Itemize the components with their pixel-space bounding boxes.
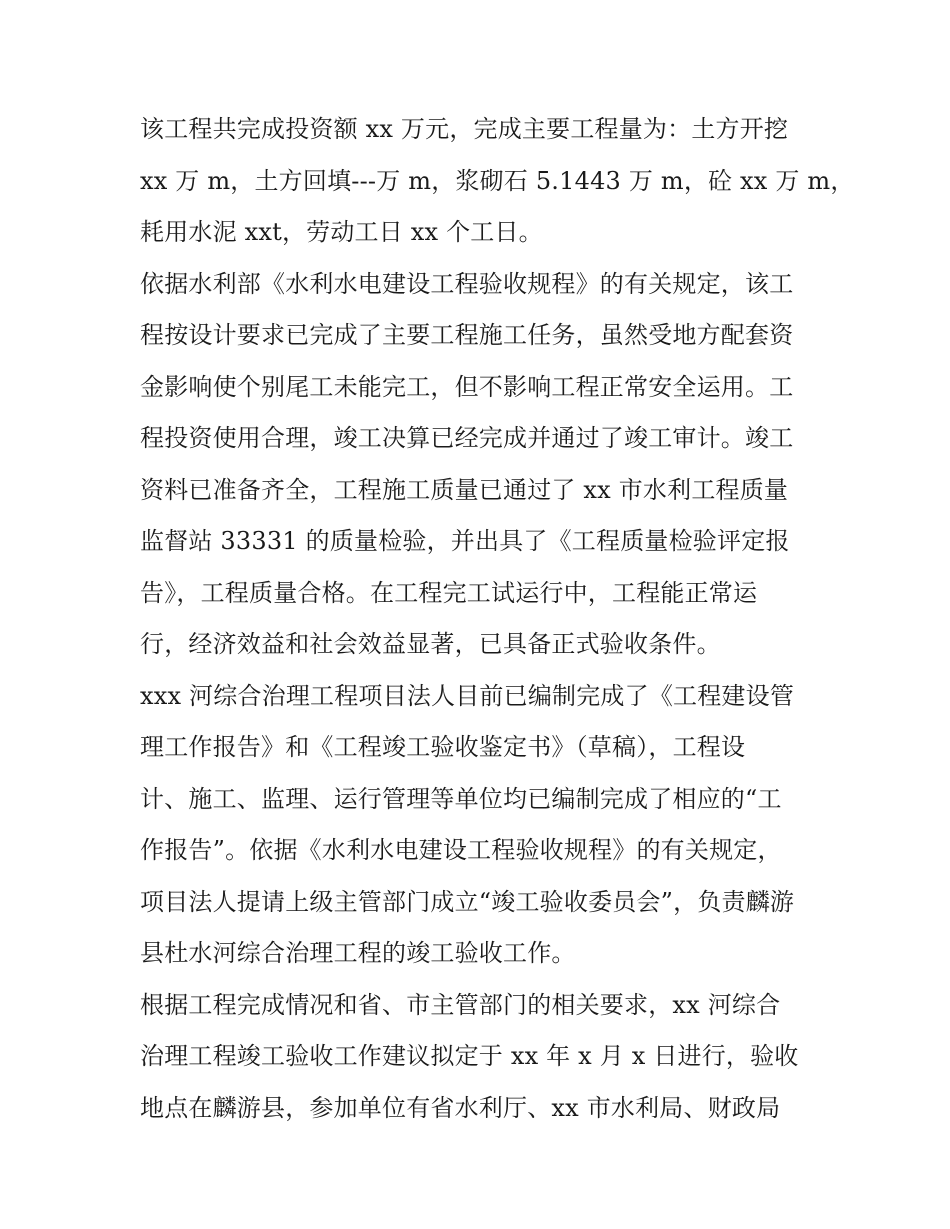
text-line: xx 万 m，土方回填---万 m，浆砌石 5.1443 万 m，砼 xx 万 m， xyxy=(140,166,855,195)
text-line: 地点在麟游县，参加单位有省水利厅、xx 市水利局、财政局 xyxy=(140,1093,781,1122)
text-line: 理工作报告》和《工程竣工验收鉴定书》（草稿），工程设 xyxy=(140,733,746,761)
paragraph-investment-summary xyxy=(140,104,855,259)
text-line: 项目法人提请上级主管部门成立“竣工验收委员会”，负责麟游 xyxy=(140,887,795,916)
text-line: 依据水利部《水利水电建设工程验收规程》的有关规定，该工 xyxy=(140,269,794,298)
text-line: 县杜水河综合治理工程的竣工验收工作。 xyxy=(140,939,576,967)
text-line: 计、施工、监理、运行管理等单位均已编制完成了相应的“工 xyxy=(140,784,782,813)
paragraph-acceptance-conditions xyxy=(140,259,820,671)
text-line: 监督站 33331 的质量检验，并出具了《工程质量检验评定报 xyxy=(140,527,790,555)
text-line: 治理工程竣工验收工作建议拟定于 xx 年 x 月 x 日进行，验收 xyxy=(140,1042,799,1070)
text-line: 根据工程完成情况和省、市主管部门的相关要求，xx 河综合 xyxy=(140,990,781,1019)
text-line: 该工程共完成投资额 xx 万元，完成主要工程量为：土方开挖 xyxy=(140,115,789,143)
paragraph-project-reports xyxy=(140,671,820,980)
text-line: 耗用水泥 xxt，劳动工日 xx 个工日。 xyxy=(140,218,543,246)
text-line: 行，经济效益和社会效益显著，已具备正式验收条件。 xyxy=(140,630,721,658)
text-line: 告》，工程质量合格。在工程完工试运行中，工程能正常运 xyxy=(140,578,758,607)
text-line: xxx 河综合治理工程项目法人目前已编制完成了《工程建设管 xyxy=(140,681,795,710)
text-line: 程按设计要求已完成了主要工程施工任务，虽然受地方配套资 xyxy=(140,321,794,349)
text-line: 资料已准备齐全，工程施工质量已通过了 xx 市水利工程质量 xyxy=(140,475,789,504)
text-line: 程投资使用合理，竣工决算已经完成并通过了竣工审计。竣工 xyxy=(140,424,794,452)
paragraph-acceptance-schedule xyxy=(140,980,820,1135)
text-line: 金影响使个别尾工未能完工，但不影响工程正常安全运用。工 xyxy=(140,372,794,401)
text-line: 作报告”。依据《水利水电建设工程验收规程》的有关规定， xyxy=(140,836,782,864)
document-body xyxy=(140,104,855,1134)
